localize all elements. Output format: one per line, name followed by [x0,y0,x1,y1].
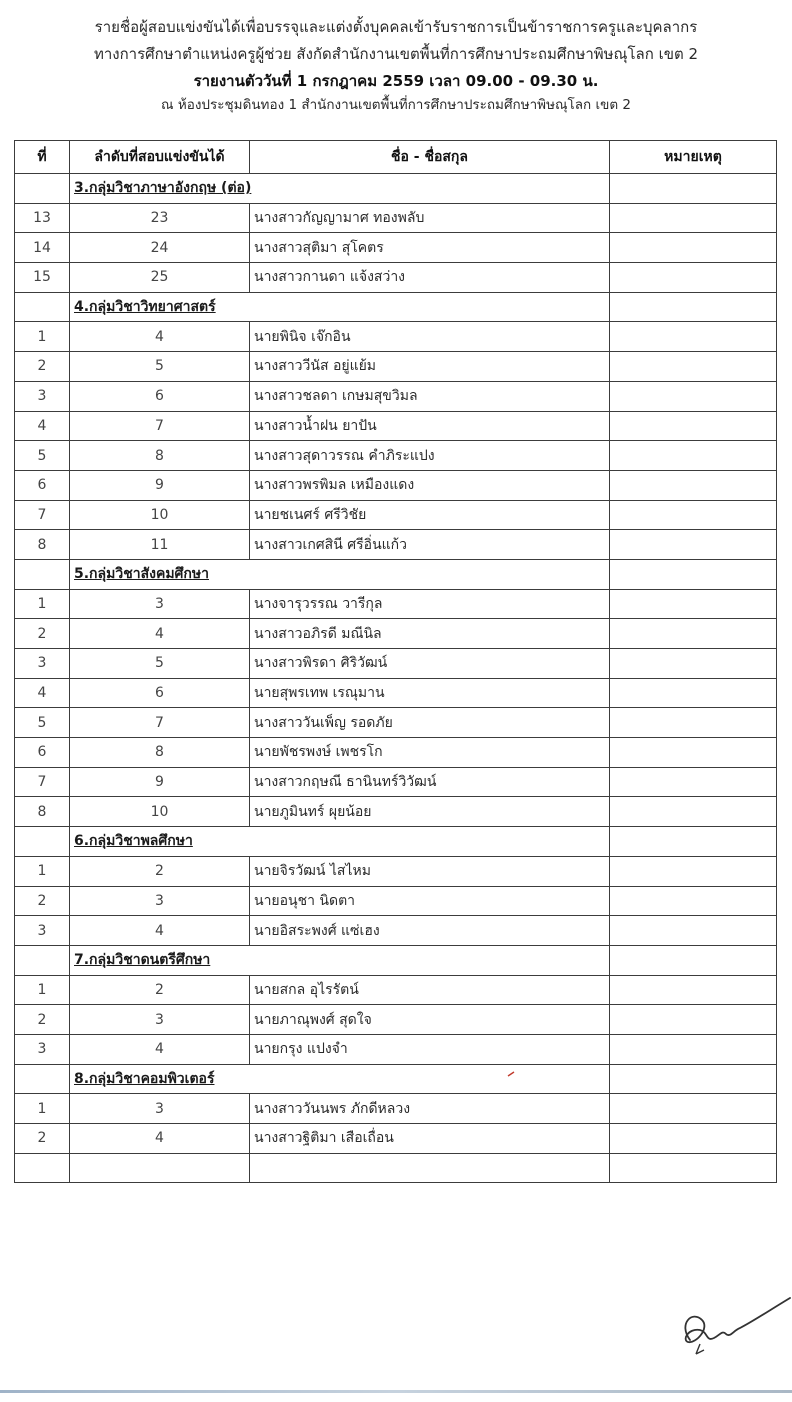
remarks-cell [610,619,777,649]
full-name: นายภูมินทร์ ผุยน้อย [250,797,610,827]
group-header-row [15,292,777,322]
row-number: 1 [15,975,70,1005]
group-header-row [15,174,777,204]
group-blank-cell [15,827,70,857]
group-remarks-cell [610,559,777,589]
group-blank-cell [15,945,70,975]
full-name: นายพัชรพงษ์ เพชรโก [250,738,610,768]
full-name: นายกรุง แปงจำ [250,1034,610,1064]
full-name: นางสาวน้ำฝน ยาปัน [250,411,610,441]
remarks-cell [610,203,777,233]
full-name: นายชเนศร์ ศรีวิชัย [250,500,610,530]
red-pen-mark [507,1071,515,1077]
remarks-cell [610,381,777,411]
exam-rank: 2 [70,975,250,1005]
full-name: นายจิรวัฒน์ ไสไหม [250,856,610,886]
remarks-cell [610,708,777,738]
table-row [15,530,777,560]
remarks-cell [610,500,777,530]
exam-rank: 24 [70,233,250,263]
remarks-cell [610,233,777,263]
group-title: 6.กลุ่มวิชาพลศึกษา [70,827,610,857]
table-row [15,441,777,471]
full-name: นางสาวสุดาวรรณ คำภิระแปง [250,441,610,471]
table-row [15,738,777,768]
bottom-border-line [0,1390,792,1393]
table-row [15,352,777,382]
table-row [15,263,777,293]
full-name: นางสาวกฤษณี ธานินทร์วิวัฒน์ [250,767,610,797]
full-name: นางจารุวรรณ วารีกุล [250,589,610,619]
remarks-cell [610,738,777,768]
full-name: นายภาณุพงศ์ สุดใจ [250,1005,610,1035]
group-title: 4.กลุ่มวิชาวิทยาศาสตร์ [70,292,610,322]
full-name: นายสุพรเทพ เรณุมาน [250,678,610,708]
signature-image [670,1280,792,1372]
group-blank-cell [15,174,70,204]
table-row [15,1094,777,1124]
exam-rank: 4 [70,1124,250,1154]
group-header-row [15,945,777,975]
col-header-full-name: ชื่อ - ชื่อสกุล [250,141,610,174]
exam-rank: 3 [70,1094,250,1124]
row-number: 7 [15,767,70,797]
full-name: นางสาวสุติมา สุโคตร [250,233,610,263]
full-name: นางสาวฐิติมา เสือเถื่อน [250,1124,610,1154]
row-number: 3 [15,916,70,946]
exam-rank: 4 [70,916,250,946]
group-blank-cell [15,559,70,589]
col-header-number: ที่ [15,141,70,174]
table-row [15,589,777,619]
table-row [15,1034,777,1064]
table-row [15,381,777,411]
col-header-exam-rank: ลำดับที่สอบแข่งขันได้ [70,141,250,174]
group-header-row [15,827,777,857]
exam-rank: 4 [70,619,250,649]
table-row [15,916,777,946]
full-name: นายสกล อุไรรัตน์ [250,975,610,1005]
remarks-cell [610,797,777,827]
exam-rank: 9 [70,767,250,797]
full-name: นางสาวพิรดา ศิริวัฒน์ [250,649,610,679]
exam-rank: 3 [70,589,250,619]
group-remarks-cell [610,174,777,204]
full-name: นางสาววันนพร ภักดีหลวง [250,1094,610,1124]
exam-rank: 2 [70,856,250,886]
table-row [15,411,777,441]
full-name: นายพินิจ เจ๊กอิน [250,322,610,352]
header-line-2: ทางการศึกษาตำแหน่งครูผู้ช่วย สังกัดสำนักงานเขตพื้นที่การศึกษาประถมศึกษาพิษณุโลก เขต 2 [93,45,699,63]
table-row [15,1124,777,1154]
exam-rank: 5 [70,352,250,382]
row-number: 3 [15,1034,70,1064]
remarks-cell [610,678,777,708]
exam-rank: 11 [70,530,250,560]
row-number: 3 [15,381,70,411]
group-remarks-cell [610,827,777,857]
header-venue: ณ ห้องประชุมดินทอง 1 สำนักงานเขตพื้นที่การศึกษาประถมศึกษาพิษณุโลก เขต 2 [161,97,631,113]
group-title: 8.กลุ่มวิชาคอมพิวเตอร์ [70,1064,610,1094]
remarks-cell [610,1094,777,1124]
remarks-cell [610,352,777,382]
full-name: นางสาวอภิรดี มณีนิล [250,619,610,649]
remarks-cell [610,916,777,946]
group-blank-cell [15,292,70,322]
exam-rank: 6 [70,678,250,708]
group-title: 7.กลุ่มวิชาดนตรีศึกษา [70,945,610,975]
row-number: 3 [15,649,70,679]
header-line-1: รายชื่อผู้สอบแข่งขันได้เพื่อบรรจุและแต่งตั้งบุคคลเข้ารับราชการเป็นข้าราชการครูและบุคลากร [94,18,698,36]
exam-rank: 4 [70,322,250,352]
table-row [15,678,777,708]
full-name: นายอนุชา นิดตา [250,886,610,916]
row-number: 1 [15,322,70,352]
table-row [15,203,777,233]
full-name: นางสาวชลดา เกษมสุขวิมล [250,381,610,411]
remarks-cell [610,411,777,441]
exam-rank: 23 [70,203,250,233]
row-number: 2 [15,1005,70,1035]
group-remarks-cell [610,1064,777,1094]
row-number: 5 [15,441,70,471]
full-name: นางสาวกัญญามาศ ทองพลับ [250,203,610,233]
row-number: 2 [15,619,70,649]
exam-rank: 8 [70,441,250,471]
row-number: 1 [15,1094,70,1124]
group-remarks-cell [610,292,777,322]
table-row [15,797,777,827]
remarks-cell [610,1005,777,1035]
full-name: นางสาววันเพ็ญ รอดภัย [250,708,610,738]
row-number: 2 [15,1124,70,1154]
exam-rank: 8 [70,738,250,768]
empty-cell [15,1153,70,1183]
exam-rank: 6 [70,381,250,411]
row-number: 2 [15,352,70,382]
full-name: นางสาววีนัส อยู่แย้ม [250,352,610,382]
document-header [0,14,792,115]
table-row [15,975,777,1005]
exam-rank: 9 [70,470,250,500]
exam-rank: 4 [70,1034,250,1064]
remarks-cell [610,1034,777,1064]
table-row [15,1005,777,1035]
table-row [15,619,777,649]
row-number: 8 [15,797,70,827]
empty-cell [70,1153,250,1183]
remarks-cell [610,1124,777,1154]
row-number: 14 [15,233,70,263]
remarks-cell [610,589,777,619]
remarks-cell [610,470,777,500]
group-remarks-cell [610,945,777,975]
exam-rank: 5 [70,649,250,679]
row-number: 7 [15,500,70,530]
row-number: 1 [15,856,70,886]
table-row [15,233,777,263]
full-name: นางสาวเกศสินี ศรีอิ่นแก้ว [250,530,610,560]
remarks-cell [610,649,777,679]
exam-rank: 7 [70,411,250,441]
remarks-cell [610,886,777,916]
row-number: 4 [15,678,70,708]
row-number: 2 [15,886,70,916]
row-number: 4 [15,411,70,441]
candidate-table [14,140,777,1183]
table-row [15,470,777,500]
full-name: นางสาวกานดา แจ้งสว่าง [250,263,610,293]
exam-rank: 3 [70,886,250,916]
table-body [15,174,777,1183]
exam-rank: 25 [70,263,250,293]
remarks-cell [610,263,777,293]
group-title: 5.กลุ่มวิชาสังคมศึกษา [70,559,610,589]
row-number: 6 [15,470,70,500]
table-row [15,708,777,738]
remarks-cell [610,441,777,471]
table-row [15,856,777,886]
group-header-row [15,559,777,589]
header-report-date: รายงานตัววันที่ 1 กรกฎาคม 2559 เวลา 09.00 - 09.30 น. [193,72,599,90]
full-name: นายอิสระพงศ์ แซ่เฮง [250,916,610,946]
exam-rank: 10 [70,797,250,827]
table-row [15,886,777,916]
group-header-row [15,1064,777,1094]
remarks-cell [610,856,777,886]
remarks-cell [610,975,777,1005]
remarks-cell [610,530,777,560]
table-row [15,322,777,352]
full-name: นางสาวพรพิมล เหมืองแดง [250,470,610,500]
row-number: 5 [15,708,70,738]
empty-row [15,1153,777,1183]
col-header-remarks: หมายเหตุ [610,141,777,174]
table-row [15,767,777,797]
table-row [15,500,777,530]
table-header-row [15,141,777,174]
remarks-cell [610,322,777,352]
row-number: 1 [15,589,70,619]
row-number: 13 [15,203,70,233]
empty-cell [250,1153,610,1183]
empty-cell [610,1153,777,1183]
group-blank-cell [15,1064,70,1094]
row-number: 6 [15,738,70,768]
exam-rank: 10 [70,500,250,530]
table-row [15,649,777,679]
row-number: 8 [15,530,70,560]
remarks-cell [610,767,777,797]
group-title: 3.กลุ่มวิชาภาษาอังกฤษ (ต่อ) [70,174,610,204]
row-number: 15 [15,263,70,293]
exam-rank: 7 [70,708,250,738]
exam-rank: 3 [70,1005,250,1035]
